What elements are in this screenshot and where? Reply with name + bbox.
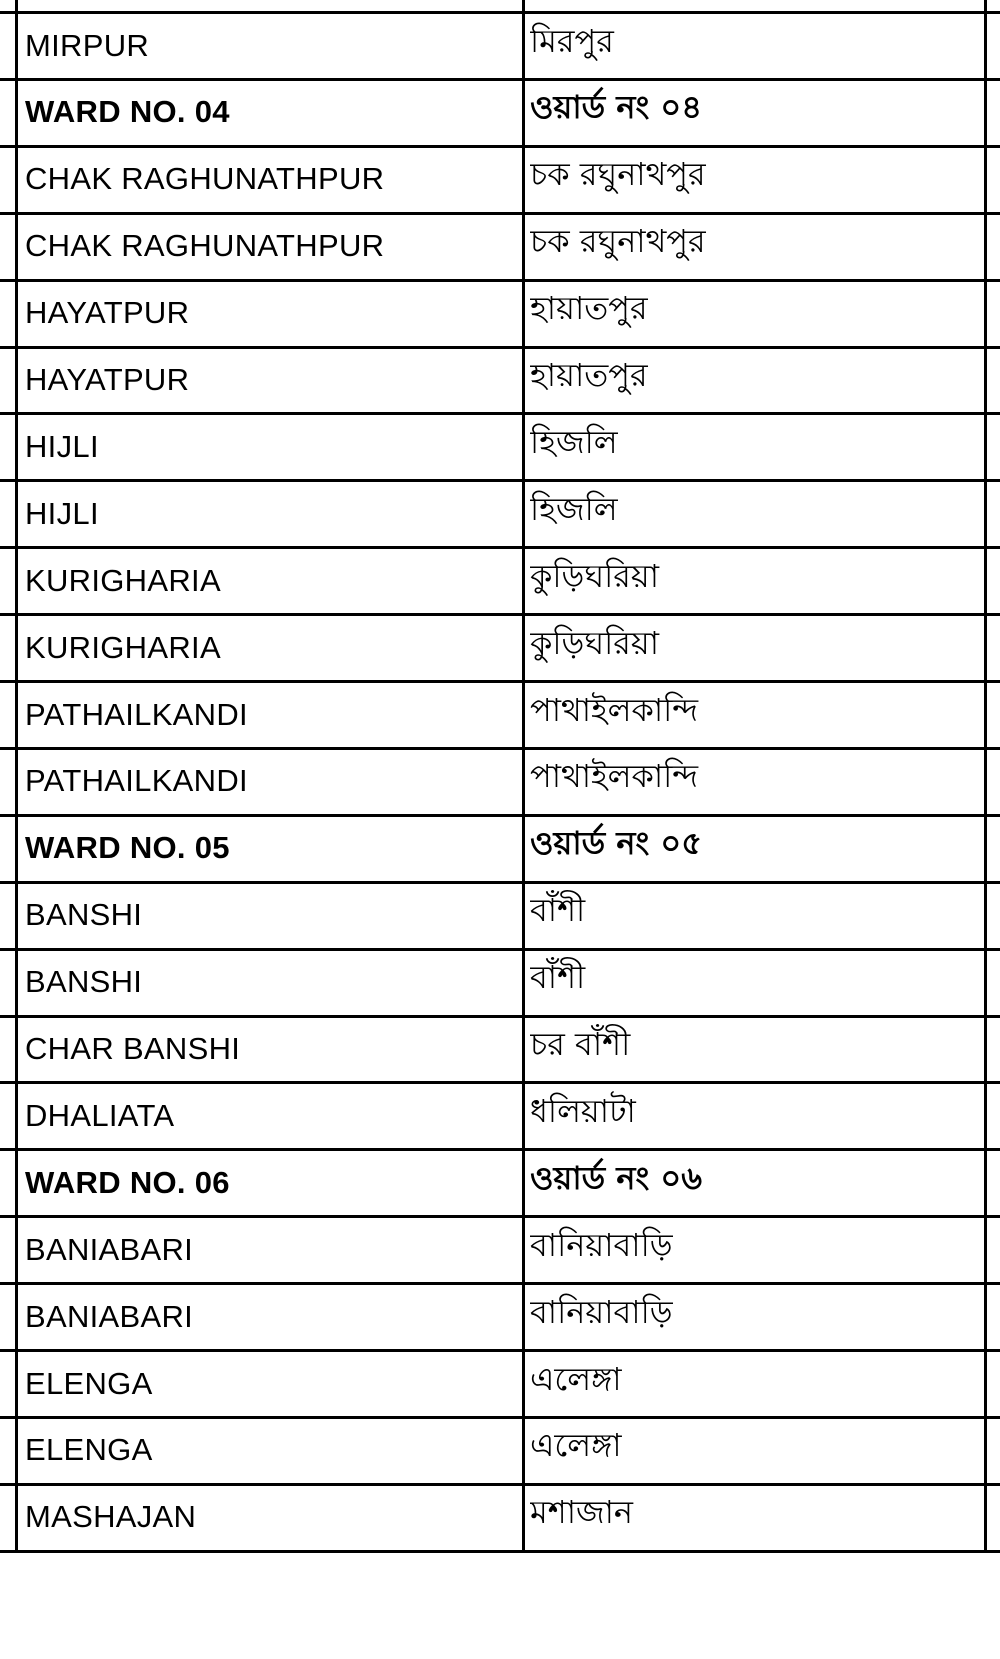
english-name-cell: BANSHI — [25, 964, 143, 1000]
bengali-name-cell: ধলিয়াটা — [530, 1091, 636, 1130]
table-row-divider — [0, 11, 1000, 14]
table-row — [0, 1283, 1000, 1350]
table-row-divider — [0, 814, 1000, 817]
ward-header-row — [0, 79, 1000, 146]
english-name-cell: ELENGA — [25, 1365, 153, 1401]
ward-header-row — [0, 815, 1000, 882]
bengali-name-cell: ওয়ার্ড নং ০৬ — [530, 1158, 703, 1197]
english-name-cell: CHAK RAGHUNATHPUR — [25, 161, 385, 197]
bengali-name-cell: পাথাইলকান্দি — [530, 690, 698, 729]
english-name-cell: PATHAILKANDI — [25, 696, 248, 732]
table-row-divider — [0, 1416, 1000, 1419]
bengali-name-cell: হিজলি — [530, 422, 618, 461]
table-row — [0, 280, 1000, 347]
table-row-divider — [0, 1148, 1000, 1151]
english-name-cell: ELENGA — [25, 1432, 153, 1468]
english-name-cell: DHALIATA — [25, 1097, 175, 1133]
table-row-divider — [0, 948, 1000, 951]
table-row — [0, 681, 1000, 748]
table-row — [0, 480, 1000, 547]
table-row-divider — [0, 279, 1000, 282]
table-row — [0, 1417, 1000, 1484]
table-row — [0, 949, 1000, 1016]
english-name-cell: CHAR BANSHI — [25, 1031, 241, 1066]
bengali-name-cell: বাঁশী — [530, 891, 586, 930]
english-name-cell: HIJLI — [25, 428, 99, 464]
table-row — [0, 748, 1000, 815]
table-row-divider — [0, 546, 1000, 549]
table-row — [0, 1082, 1000, 1149]
bengali-name-cell: হিজলি — [530, 489, 618, 528]
bengali-name-cell: চর বাঁশী — [530, 1025, 631, 1063]
table-row-divider — [0, 78, 1000, 81]
bengali-name-cell: কুড়িঘরিয়া — [530, 556, 660, 595]
ward-header-row — [0, 1149, 1000, 1216]
table-row-divider — [0, 747, 1000, 750]
table-row-divider — [0, 881, 1000, 884]
english-name-cell: HIJLI — [25, 495, 99, 531]
table-row-divider — [0, 1282, 1000, 1285]
bengali-name-cell: বাঁশী — [530, 958, 586, 997]
table-row — [0, 882, 1000, 949]
bengali-name-cell: মিরপুর — [530, 21, 614, 60]
table-row-divider — [0, 680, 1000, 683]
english-name-cell: HAYATPUR — [25, 295, 190, 331]
table-row-divider — [0, 1081, 1000, 1084]
table-row-divider — [0, 479, 1000, 482]
bengali-name-cell: মশাজান — [530, 1493, 633, 1532]
english-name-cell: KURIGHARIA — [25, 629, 221, 665]
english-name-cell: MASHAJAN — [25, 1499, 197, 1535]
bengali-name-cell: চক রঘুনাথপুর — [530, 222, 706, 261]
table-row — [0, 1216, 1000, 1283]
table-row — [0, 347, 1000, 414]
english-name-cell: WARD NO. 06 — [25, 1164, 230, 1200]
table-row-divider — [0, 145, 1000, 148]
bengali-name-cell: এলেঙ্গা — [530, 1359, 622, 1398]
table-row-divider — [0, 1550, 1000, 1553]
english-name-cell: CHAK RAGHUNATHPUR — [25, 228, 385, 264]
english-name-cell: KURIGHARIA — [25, 562, 221, 598]
bengali-name-cell: পাথাইলকান্দি — [530, 757, 698, 796]
table-row — [0, 12, 1000, 79]
english-name-cell: BANIABARI — [25, 1231, 194, 1267]
table-row-divider — [0, 212, 1000, 215]
english-name-cell: WARD NO. 04 — [25, 94, 230, 130]
table-row — [0, 413, 1000, 480]
english-name-cell: BANSHI — [25, 897, 143, 933]
english-name-cell: BANIABARI — [25, 1298, 194, 1334]
table-row-divider — [0, 1349, 1000, 1352]
table-row-divider — [0, 1015, 1000, 1018]
table-row-divider — [0, 613, 1000, 616]
english-name-cell: PATHAILKANDI — [25, 763, 248, 799]
bengali-name-cell: এলেঙ্গা — [530, 1426, 622, 1465]
table-row — [0, 213, 1000, 280]
bengali-name-cell: ওয়ার্ড নং ০৫ — [530, 824, 702, 863]
table-row — [0, 547, 1000, 614]
table-row — [0, 146, 1000, 213]
bengali-name-cell: বানিয়াবাড়ি — [530, 1225, 673, 1264]
table-row-divider — [0, 1483, 1000, 1486]
english-name-cell: WARD NO. 05 — [25, 830, 230, 866]
bengali-name-cell: হায়াতপুর — [530, 289, 648, 328]
table-row — [0, 1016, 1000, 1083]
table-row — [0, 1350, 1000, 1417]
bengali-name-cell: চক রঘুনাথপুর — [530, 155, 706, 194]
table-row-divider — [0, 1215, 1000, 1218]
english-name-cell: MIRPUR — [25, 27, 150, 63]
table-row — [0, 1484, 1000, 1551]
table-row-divider — [0, 412, 1000, 415]
english-name-cell: HAYATPUR — [25, 362, 190, 397]
bengali-name-cell: হায়াতপুর — [530, 356, 648, 394]
bengali-name-cell: ওয়ার্ড নং ০৪ — [530, 88, 702, 127]
table-row-divider — [0, 346, 1000, 349]
bengali-name-cell: বানিয়াবাড়ি — [530, 1292, 673, 1331]
bengali-name-cell: কুড়িঘরিয়া — [530, 623, 660, 662]
table-row — [0, 614, 1000, 681]
